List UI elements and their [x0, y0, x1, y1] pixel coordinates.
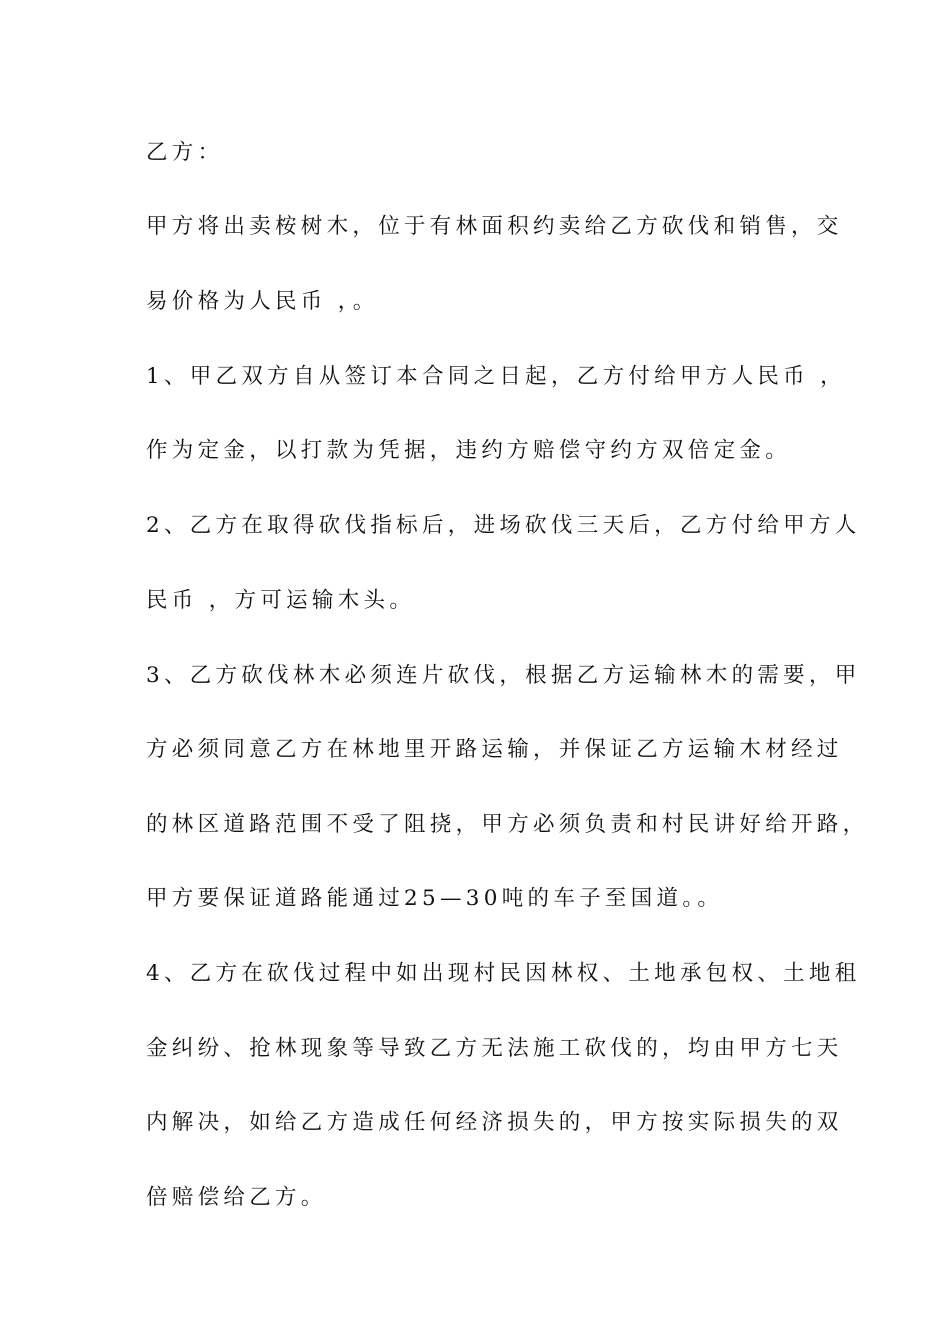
- paragraph-line: 甲方将出卖桉树木，位于有林面积约卖给乙方砍伐和销售，交: [146, 214, 843, 239]
- clause-2-line: 民币 ，方可运输木头。: [146, 588, 416, 613]
- paragraph-line: 易价格为人民币 ，。: [146, 289, 379, 314]
- party-b-label: 乙方：: [146, 140, 224, 165]
- clause-1-line: 作为定金，以打款为凭据，违约方赔偿守约方双倍定金。: [146, 438, 792, 463]
- clause-3-line: 方必须同意乙方在林地里开路运输，并保证乙方运输木材经过: [146, 737, 843, 762]
- clause-2-line: 2、乙方在取得砍伐指标后，进场砍伐三天后，乙方付给甲方人: [146, 513, 861, 538]
- clause-4-line: 金纠纷、抢林现象等导致乙方无法施工砍伐的，均由甲方七天: [146, 1036, 843, 1061]
- clause-3-line: 3、乙方砍伐林木必须连片砍伐，根据乙方运输林木的需要，甲: [146, 663, 861, 688]
- clause-4-line: 4、乙方在砍伐过程中如出现村民因林权、土地承包权、土地租: [146, 961, 861, 986]
- clause-3-line: 甲方要保证道路能通过25—30吨的车子至国道。。: [146, 886, 724, 911]
- clause-1-line: 1、甲乙双方自从签订本合同之日起，乙方付给甲方人民币 ，: [146, 364, 846, 389]
- clause-3-line: 的林区道路范围不受了阻挠，甲方必须负责和村民讲好给开路，: [146, 812, 869, 837]
- clause-4-line: 内解决，如给乙方造成任何经济损失的，甲方按实际损失的双: [146, 1110, 843, 1135]
- clause-4-line: 倍赔偿给乙方。: [146, 1185, 327, 1210]
